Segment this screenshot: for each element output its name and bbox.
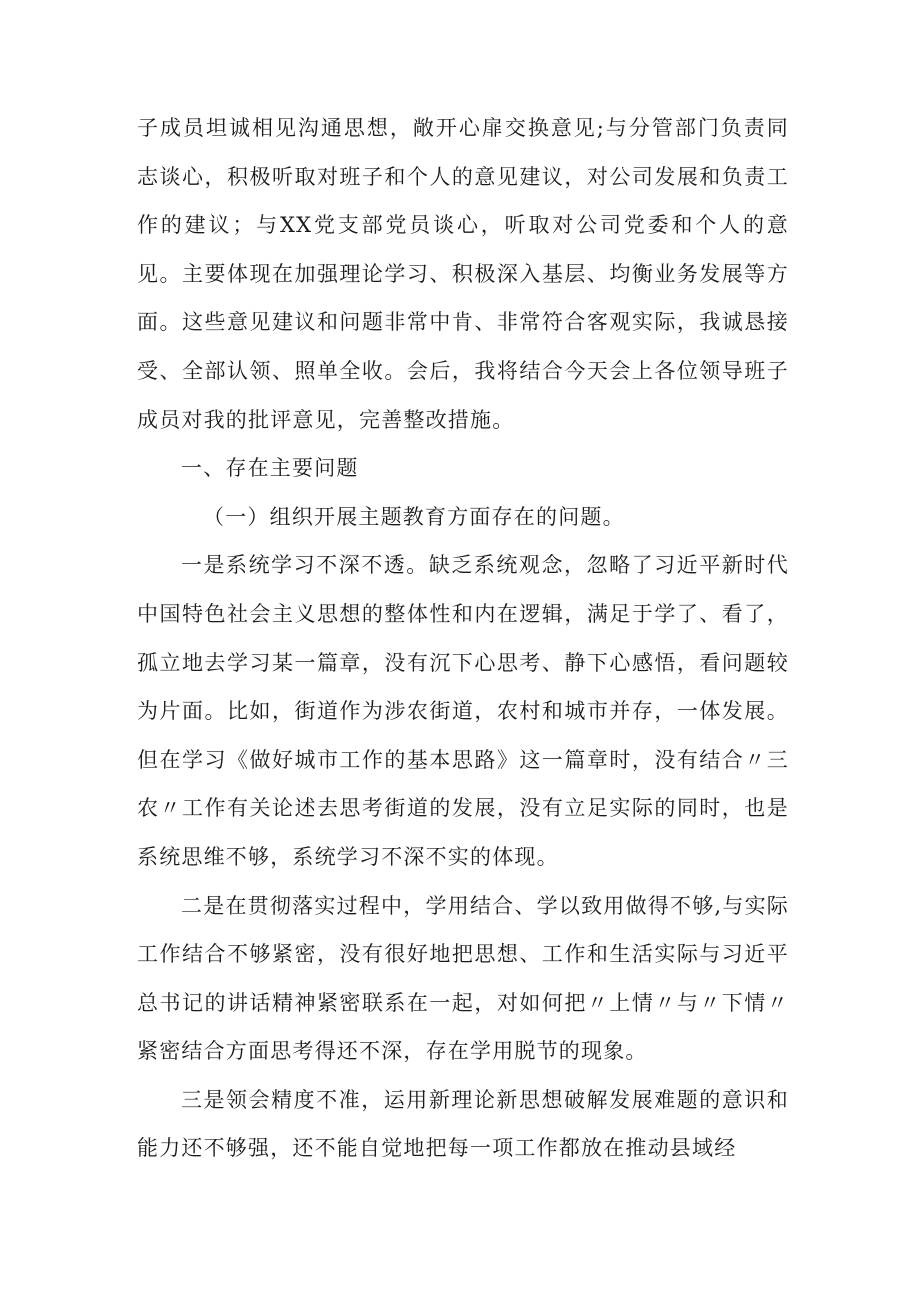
paragraph-continuation: 子成员坦诚相见沟通思想，敞开心扉交换意见;与分管部门负责同志谈心，积极听取对班子和个人的意见建议，对公司发展和负责工作的建议；与XX党支部党员谈心，听取对公司党委和个人的意见。主要体现在加强理论学习、积极深入基层、均衡业务发展等方面。这些意见建议和问题非常中肯、非常符合客观实际，我诚恳接受、全部认领、照单全收。会后，我将结合今天会上各位领导班子成员对我的批评意见，完善整改措施。 — [137, 116, 789, 432]
section-heading: 一、存在主要问题 — [181, 456, 359, 481]
subsection-heading: （一）组织开展主题教育方面存在的问题。 — [203, 504, 625, 529]
paragraph-point-three: 三是领会精度不准，运用新理论新思想破解发展难题的意识和能力还不够强，还不能自觉地把每一项工作都放在推动县域经 — [137, 1087, 789, 1161]
document-body — [137, 104, 789, 1173]
paragraph-point-one: 一是系统学习不深不透。缺乏系统观念，忽略了习近平新时代中国特色社会主义思想的整体性和内在逻辑，满足于学了、看了，孤立地去学习某一篇章，没有沉下心思考、静下心感悟，看问题较为片面。比如，街道作为涉农街道，农村和城市并存，一体发展。但在学习《做好城市工作的基本思路》这一篇章时，没有结合〃三农〃工作有关论述去思考街道的发展，没有立足实际的同时，也是系统思维不够，系统学习不深不实的体现。 — [137, 553, 789, 869]
paragraph-point-two: 二是在贯彻落实过程中，学用结合、学以致用做得不够,与实际工作结合不够紧密，没有很好地把思想、工作和生活实际与习近平总书记的讲话精神紧密联系在一起，对如何把〃上情〃与〃下情〃紧密结合方面思考得还不深，存在学用脱节的现象。 — [137, 893, 789, 1064]
